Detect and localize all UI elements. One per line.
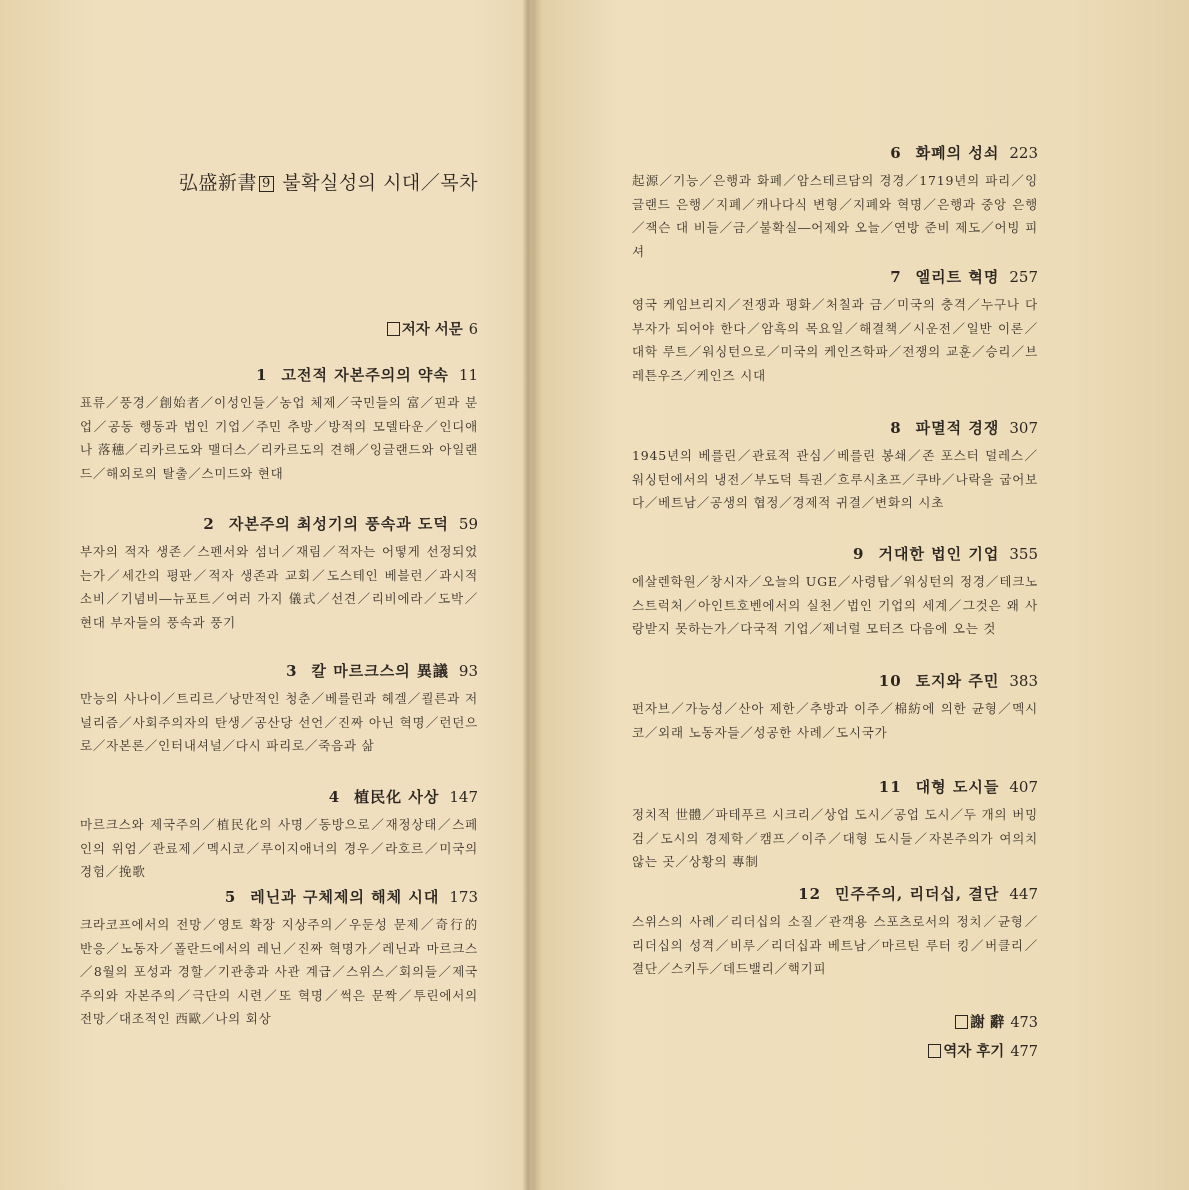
- series-name: 弘盛新書: [178, 172, 257, 194]
- chapter-number: 6: [890, 144, 902, 162]
- afterword-label: 역자 후기: [943, 1043, 1005, 1060]
- chapter-page: 59: [458, 515, 478, 533]
- toc-afterword: [632, 1040, 1038, 1061]
- toc-chapter-1: [80, 364, 478, 485]
- box-icon: [955, 1015, 968, 1029]
- chapter-title: 칼 마르크스의 異議: [311, 662, 449, 680]
- chapter-contents: 펀자브／가능성／산아 제한／추방과 이주／棉紡에 의한 균형／멕시코／외래 노동자들／성공한 사례／도시국가: [632, 701, 1038, 740]
- right-page: [632, 0, 1038, 1190]
- chapter-heading: [632, 543, 1038, 565]
- toc-chapter-9: [632, 543, 1038, 641]
- chapter-contents: 마르크스와 제국주의／植民化의 사명／동방으로／재정상태／스페인의 위엄／관료제／멕시코／루이지애너의 경우／라호르／미국의 경험／挽歌: [80, 817, 478, 879]
- toc-chapter-8: [632, 417, 1038, 515]
- chapter-heading: [80, 886, 478, 908]
- chapter-page: 447: [1009, 885, 1038, 903]
- toc-chapter-10: [632, 670, 1038, 744]
- preface-label: 저자 서문: [401, 321, 463, 338]
- chapter-number: 9: [853, 545, 865, 563]
- chapter-contents: 크라코프에서의 전망／영토 확장 지상주의／우둔성 문제／奇行的 반응／노동자／폴란드에서의 레닌／진짜 혁명가／레닌과 마르크스／8월의 포성과 경할／기관총과 사관 계급／스위스／회의들／제국주의와 자본주의／극단의 시련／또 혁명／썩은 문짝／투린에서의 전망／대조적인 西歐／나의 회상: [80, 917, 478, 1026]
- chapter-number: 5: [224, 888, 237, 906]
- chapter-title: 파멸적 경쟁: [915, 419, 1000, 437]
- chapter-heading: [80, 786, 478, 808]
- chapter-number: 7: [890, 268, 902, 286]
- chapter-contents: 영국 케임브리지／전쟁과 평화／처칠과 금／미국의 충격／누구나 다 부자가 되어야 한다／암흑의 목요일／해결책／시운전／일반 이론／대학 루트／워싱턴으로／미국의 케인즈학파／전쟁의 교훈／승리／브레튼우즈／케인즈 시대: [632, 297, 1038, 383]
- chapter-page: 355: [1009, 545, 1038, 563]
- chapter-title: 엘리트 혁명: [915, 268, 1000, 286]
- chapter-page: 93: [458, 662, 478, 680]
- chapter-contents: 만능의 사나이／트리르／낭만적인 청춘／베를린과 헤겔／쾰른과 저널리즘／사회주의자의 탄생／공산당 선언／진짜 아닌 혁명／런던으로／자본론／인터내셔널／다시 파리로／죽음과 삶: [80, 691, 478, 753]
- chapter-title: 거대한 법인 기업: [878, 545, 1000, 563]
- book-gutter: [522, 0, 536, 1190]
- chapter-page: 383: [1009, 672, 1038, 690]
- chapter-title: 화폐의 성쇠: [915, 144, 1000, 162]
- chapter-number: 4: [328, 788, 341, 806]
- toc-chapter-2: [80, 513, 478, 634]
- chapter-heading: [632, 670, 1038, 692]
- chapter-page: 147: [449, 788, 478, 806]
- toc-chapter-12: [632, 883, 1038, 981]
- chapter-contents: 표류／풍경／創始者／이성인들／농업 체제／국민들의 富／핀과 분업／공동 행동과 법인 기업／주민 추방／방적의 모델타운／인디애나 落穗／리카르도와 맬더스／리카르도의 견해／잉글랜드와 아일랜드／해외로의 탈출／스미드와 현대: [80, 395, 478, 481]
- preface-page: 6: [468, 322, 478, 338]
- chapter-title: 민주주의, 리더십, 결단: [835, 885, 1000, 903]
- book-title: [80, 168, 478, 195]
- chapter-page: 173: [449, 888, 478, 906]
- chapter-number: 3: [286, 662, 298, 680]
- chapter-heading: [632, 266, 1038, 288]
- chapter-contents: 1945년의 베를린／관료적 관심／베를린 봉쇄／존 포스터 덜레스／워싱턴에서의 냉전／부도덕 특권／흐루시초프／쿠바／나락을 굽어보다／베트남／공생의 협정／경제적 귀결／변화의 시초: [632, 448, 1038, 510]
- box-icon: [928, 1044, 941, 1058]
- chapter-title: 자본주의 최성기의 풍속과 도덕: [228, 515, 449, 533]
- chapter-contents: 起源／기능／은행과 화폐／암스테르담의 경경／1719년의 파리／잉글랜드 은행／지폐／캐나다식 변형／지폐와 혁명／은행과 중앙 은행／잭슨 대 비들／금／불확실―어제와 오늘／연방 준비 제도／어빙 피셔: [632, 173, 1038, 259]
- toc-preface: [80, 318, 478, 339]
- chapter-number: 1: [256, 366, 268, 384]
- chapter-title: 토지와 주민: [915, 672, 1000, 690]
- chapter-heading: [80, 364, 478, 386]
- chapter-number: 10: [878, 672, 902, 690]
- chapter-contents: 에살렌학원／창시자／오늘의 UGE／사령탑／워싱턴의 정경／테크노스트럭처／아인트호벤에서의 실천／법인 기업의 세계／그것은 왜 사랑받지 못하는가／다국적 기업／제너럴 모터즈 다음에 오는 것: [632, 574, 1038, 636]
- chapter-page: 257: [1009, 268, 1038, 286]
- chapter-page: 223: [1009, 144, 1038, 162]
- chapter-contents: 부자의 적자 생존／스펜서와 섬너／재림／적자는 어떻게 선정되었는가／세간의 평판／적자 생존과 교회／도스테인 베블런／과시적 소비／기념비―뉴포트／여러 가지 儀式／선견／리비에라／도박／현대 부자들의 풍속과 풍기: [80, 544, 478, 630]
- afterword-page: 477: [1010, 1044, 1038, 1060]
- chapter-number: 8: [890, 419, 902, 437]
- toc-chapter-5: [80, 886, 478, 1031]
- chapter-heading: [80, 660, 478, 682]
- acknowledgements-page: 473: [1010, 1015, 1038, 1031]
- left-page: [80, 0, 478, 1190]
- chapter-page: 11: [458, 366, 478, 384]
- toc-chapter-11: [632, 776, 1038, 874]
- chapter-heading: [80, 513, 478, 535]
- toc-chapter-6: [632, 142, 1038, 263]
- chapter-heading: [632, 776, 1038, 798]
- toc-chapter-4: [80, 786, 478, 884]
- chapter-title: 대형 도시들: [915, 778, 1000, 796]
- chapter-contents: 스위스의 사례／리더십의 소질／관객용 스포츠로서의 정치／균형／리더십의 성격／비루／리더십과 베트남／마르틴 루터 킹／버클리／결단／스키두／데드밸리／핵기피: [632, 914, 1038, 976]
- chapter-heading: [632, 883, 1038, 905]
- chapter-title: 레닌과 구체제의 해체 시대: [250, 888, 440, 906]
- box-icon: [387, 322, 400, 336]
- series-volume: 9: [259, 176, 274, 192]
- chapter-page: 307: [1009, 419, 1038, 437]
- chapter-contents: 정치적 世體／파테푸르 시크리／상업 도시／공업 도시／두 개의 버밍검／도시의 경제학／캠프／이주／대형 도시들／자본주의가 여의치 않는 곳／상황의 專制: [632, 807, 1038, 869]
- toc-heading: 불확실성의 시대／목차: [282, 172, 478, 194]
- chapter-number: 2: [203, 515, 215, 533]
- toc-chapter-3: [80, 660, 478, 758]
- toc-chapter-7: [632, 266, 1038, 387]
- chapter-number: 11: [878, 778, 902, 796]
- chapter-heading: [632, 142, 1038, 164]
- chapter-title: 고전적 자본주의의 약속: [281, 366, 449, 384]
- acknowledgements-label: 謝 辭: [970, 1014, 1005, 1031]
- chapter-heading: [632, 417, 1038, 439]
- chapter-title: 植民化 사상: [354, 788, 440, 806]
- chapter-number: 12: [798, 885, 822, 903]
- toc-acknowledgements: [632, 1011, 1038, 1032]
- chapter-page: 407: [1009, 778, 1038, 796]
